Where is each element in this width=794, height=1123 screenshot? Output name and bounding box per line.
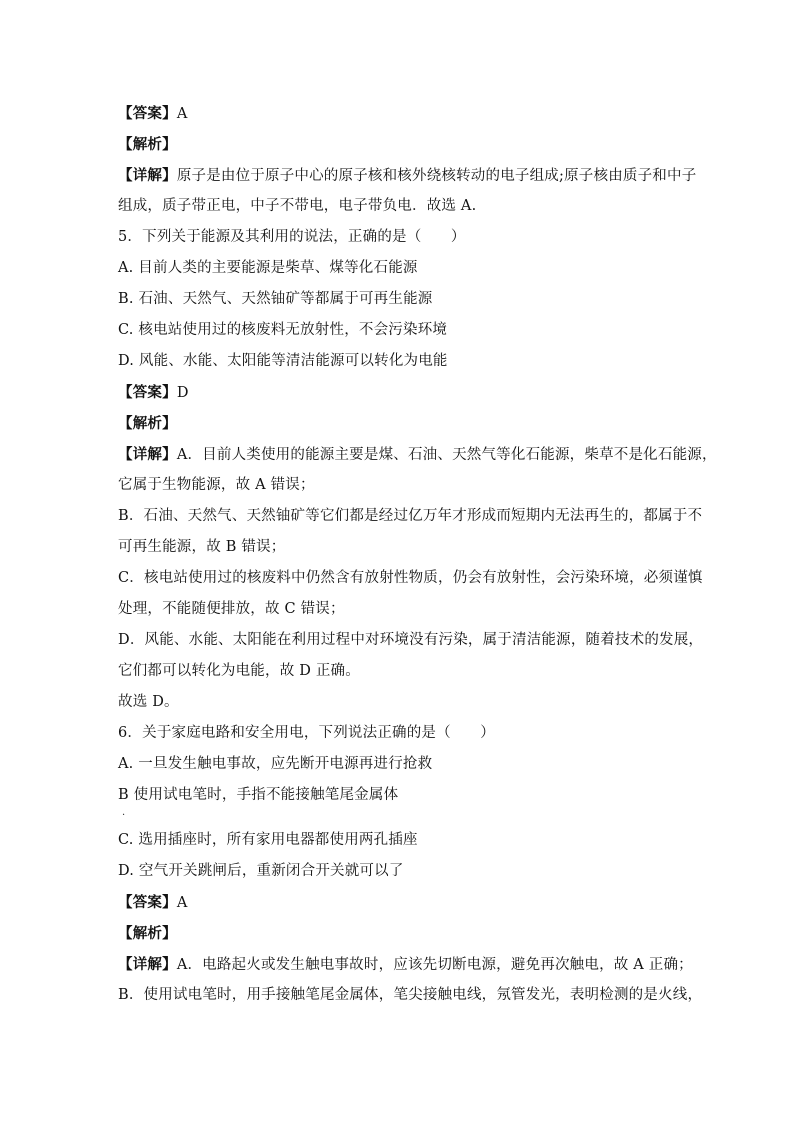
q4-detail-line-1: [118, 160, 697, 191]
q5-detail-line-8: 它们都可以转化为电能，故 D 正确。: [118, 663, 360, 679]
q6-detail-tag: 【详解】: [118, 956, 177, 973]
stray-mark: ·: [122, 810, 126, 821]
q5-detail-line-7: D．风能、水能、太阳能在利用过程中对环境没有污染，属于清洁能源，随着技术的发展，: [118, 632, 704, 648]
q4-answer-value: A: [176, 106, 188, 122]
q5-answer-tag: 【答案】: [118, 384, 177, 401]
q6-option-c: C. 选用插座时，所有家用电器都使用两孔插座: [118, 832, 418, 848]
q5-option-b: B. 石油、天然气、天然铀矿等都属于可再生能源: [118, 291, 433, 307]
q6-answer-value: A: [176, 895, 188, 911]
q6-analysis-tag: 【解析】: [118, 925, 177, 942]
document-page: [118, 98, 717, 1011]
q5-detail-line-6: 处理，不能随便排放，故 C 错误；: [118, 601, 345, 617]
q6-option-a: A. 一旦发生触电事故，应先断开电源再进行抢救: [118, 756, 433, 772]
q4-detail-tag: 【详解】: [118, 167, 177, 184]
q6-answer-tag: 【答案】: [118, 894, 177, 911]
q6-detail-first: A．电路起火或发生触电事故时，应该先切断电源，避免再次触电，故 A 正确；: [176, 957, 693, 973]
q5-detail-line-3: B．石油、天然气、天然铀矿等它们都是经过亿万年才形成而短期内无法再生的，都属于不: [118, 508, 703, 524]
q5-detail-line-4: 可再生能源，故 B 错误；: [118, 539, 286, 555]
q4-answer: [118, 98, 678, 129]
q5-analysis: [118, 408, 678, 439]
q5-detail-line-1: [118, 439, 717, 470]
q6-analysis: [118, 918, 678, 949]
q5-option-c: C. 核电站使用过的核废料无放射性，不会污染环境: [118, 322, 448, 338]
q5-answer: [118, 377, 678, 408]
q5-answer-value: D: [176, 385, 189, 401]
q5-detail-tag: 【详解】: [118, 446, 177, 463]
q5-option-d: D. 风能、水能、太阳能等清洁能源可以转化为电能: [118, 353, 448, 369]
q5-detail-line-5: C．核电站使用过的核废料中仍然含有放射性物质，仍会有放射性，会污染环境，必须谨慎: [118, 570, 703, 586]
q4-answer-tag: 【答案】: [118, 105, 177, 122]
q5-conclusion: 故选 D。: [118, 694, 179, 710]
q4-detail-text-1: 原子是由位于原子中心的原子核和核外绕核转动的电子组成;原子核由质子和中子: [176, 168, 697, 184]
q6-detail-line-1: [118, 949, 693, 980]
q6-option-d: D. 空气开关跳闸后，重新闭合开关就可以了: [118, 863, 404, 879]
q5-analysis-tag: 【解析】: [118, 415, 177, 432]
q5-detail-first: A．目前人类使用的能源主要是煤、石油、天然气等化石能源，柴草不是化石能源，: [176, 447, 717, 463]
q5-stem: 5．下列关于能源及其利用的说法，正确的是（ ）: [118, 229, 466, 245]
q6-option-b: B 使用试电笔时，手指不能接触笔尾金属体: [118, 787, 399, 803]
q4-detail-line-2: 组成，质子带正电，中子不带电，电子带负电．故选 A.: [118, 198, 477, 214]
q4-analysis-tag: 【解析】: [118, 136, 177, 153]
q6-stem: 6．关于家庭电路和安全用电，下列说法正确的是（ ）: [118, 725, 495, 741]
q5-detail-line-2: 它属于生物能源，故 A 错误；: [118, 477, 315, 493]
q5-option-a: A. 目前人类的主要能源是柴草、煤等化石能源: [118, 260, 418, 276]
q6-answer: [118, 887, 678, 918]
q6-detail-line-2: B．使用试电笔时，用手接触笔尾金属体，笔尖接触电线，氖管发光，表明检测的是火线，: [118, 987, 703, 1003]
q4-analysis: [118, 129, 678, 160]
